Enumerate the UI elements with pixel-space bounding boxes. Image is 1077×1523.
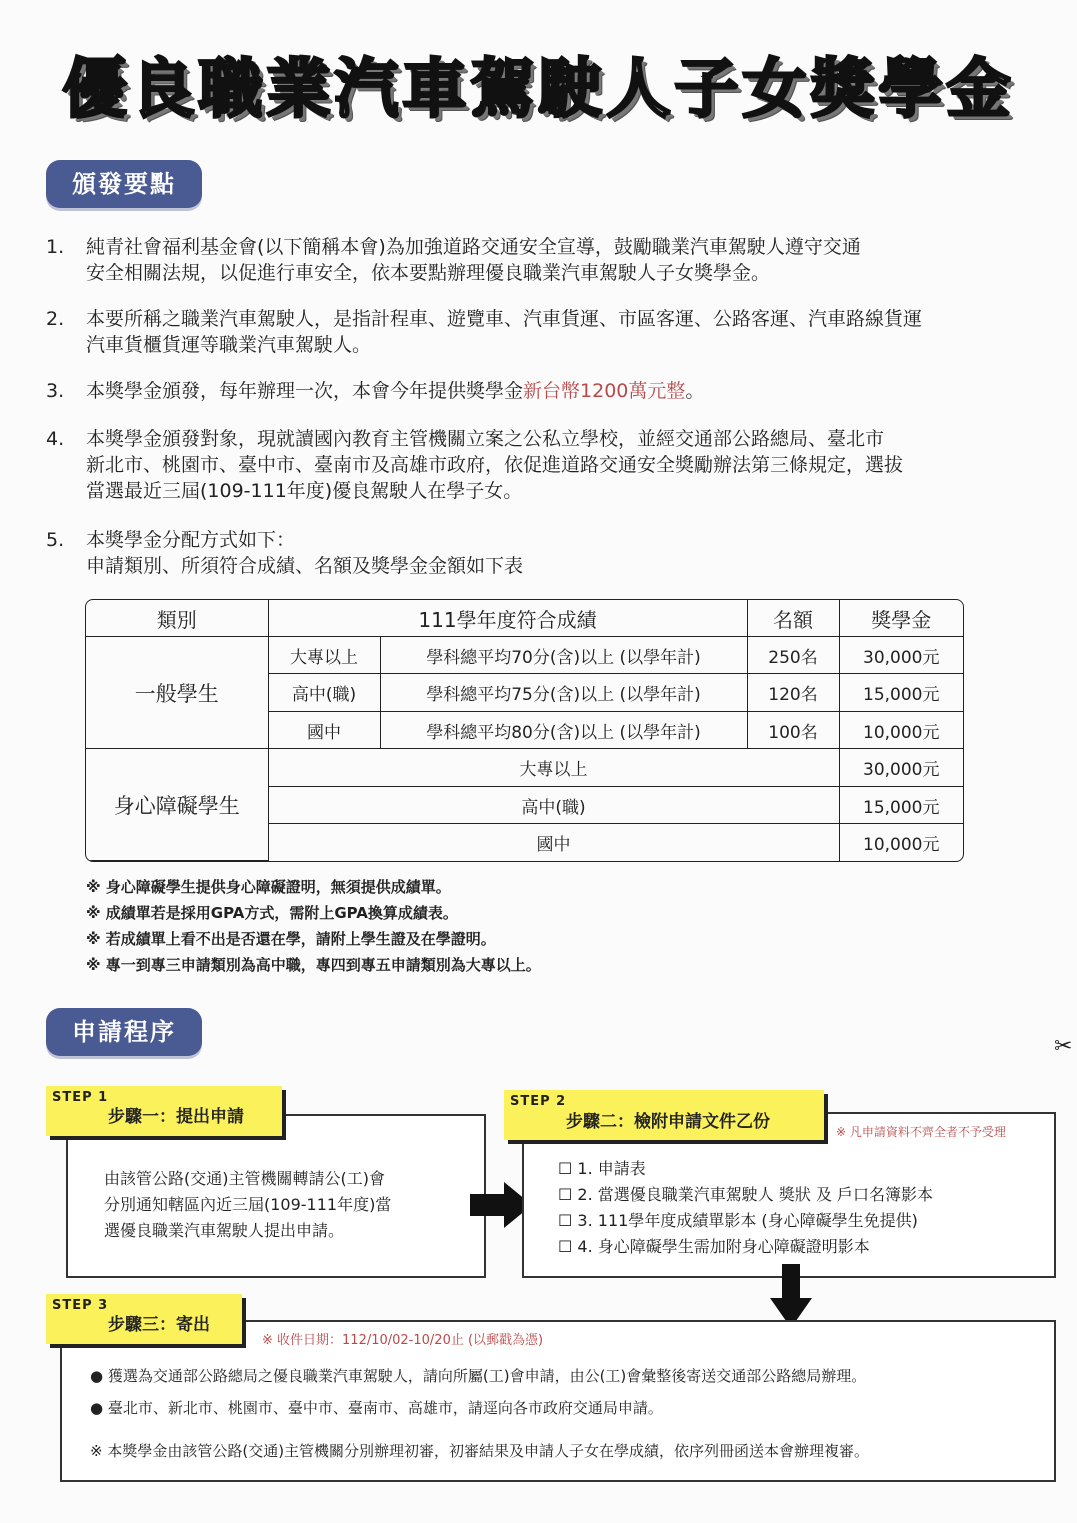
- point-text: 純青社會福利基金會(以下簡稱本會)為加強道路交通安全宣導，鼓勵職業汽車駕駛人遵守交通 安全相關法規，以促進行車安全，依本要點辦理優良職業汽車駕駛人子女獎學金。: [86, 236, 861, 284]
- table-notes: [86, 874, 541, 978]
- step3-title: 步驟三：寄出: [108, 1315, 210, 1335]
- point-5: [46, 527, 1056, 579]
- step3-box: [60, 1320, 1056, 1482]
- point-number: 2.: [46, 308, 65, 330]
- point-1: [46, 234, 1056, 286]
- checklist-item: ☐ 4. 身心障礙學生需加附身心障礙證明影本: [558, 1237, 870, 1256]
- header-quota: 名額: [747, 600, 839, 637]
- step3-note: ※ 收件日期：112/10/02-10/20止 (以郵戳為憑): [262, 1333, 544, 1348]
- section-label-guidelines: 頒發要點: [46, 160, 202, 208]
- level-cell: 國中: [268, 711, 380, 748]
- point-text: 本獎學金頒發對象，現就讀國內教育主管機關立案之公私立學校，並經交通部公路總局、臺北市 新北市、桃園市、臺中市、臺南市及高雄市政府，依促進道路交通安全獎勵辦法第三條規定，選拔 當選最近三屆(109-111年度)優良駕駛人在學子女。: [86, 428, 904, 502]
- point-number: 1.: [46, 236, 65, 258]
- note-item: ※ 若成績單上看不出是否還在學，請附上學生證及在學證明。: [86, 930, 496, 948]
- bullet-item: ● 臺北市、新北市、桃園市、臺中市、臺南市、高雄市，請逕向各市政府交通局申請。: [90, 1399, 663, 1417]
- section-label-procedure: 申請程序: [46, 1008, 202, 1056]
- step2-number: STEP 2: [510, 1094, 567, 1109]
- level-cell: 大專以上: [268, 749, 839, 786]
- scholarship-table: [85, 599, 964, 862]
- quota-cell: 120名: [747, 674, 839, 711]
- category-disabled: 身心障礙學生: [86, 749, 268, 861]
- step3-footer: ※ 本獎學金由該管公路(交通)主管機關分別辦理初審，初審結果及申請人子女在學成績，依序列冊函送本會辦理複審。: [90, 1442, 870, 1460]
- level-cell: 國中: [268, 824, 839, 861]
- note-item: ※ 身心障礙學生提供身心障礙證明，無須提供成績單。: [86, 878, 451, 896]
- point-text: 本獎學金分配方式如下： 申請類別、所須符合成績、名額及獎學金金額如下表: [86, 529, 524, 577]
- header-requirement: 111學年度符合成績: [268, 600, 747, 637]
- amount-cell: 15,000元: [839, 674, 963, 711]
- bullet-item: ● 獲選為交通部公路總局之優良職業汽車駕駛人，請向所屬(工)會申請，由公(工)會彙整後寄送交通部公路總局辦理。: [90, 1367, 867, 1385]
- note-item: ※ 專一到專三申請類別為高中職，專四到專五申請類別為大專以上。: [86, 956, 541, 974]
- requirement-cell: 學科總平均70分(含)以上 (以學年計): [380, 637, 747, 674]
- point-text: 本要所稱之職業汽車駕駛人，是指計程車、遊覽車、汽車貨運、市區客運、公路客運、汽車路線貨運 汽車貨櫃貨運等職業汽車駕駛人。: [86, 308, 923, 356]
- step1-body: 由該管公路(交通)主管機關轉請公(工)會 分別通知轄區內近三屆(109-111年度)當 選優良職業汽車駕駛人提出申請。: [104, 1169, 392, 1240]
- level-cell: 高中(職): [268, 786, 839, 823]
- requirement-cell: 學科總平均75分(含)以上 (以學年計): [380, 674, 747, 711]
- step1-number: STEP 1: [52, 1090, 109, 1105]
- point-text: [86, 378, 1056, 404]
- checklist-item: ☐ 3. 111學年度成績單影本 (身心障礙學生免提供): [558, 1211, 918, 1230]
- point-3: [46, 378, 1056, 404]
- header-amount: 獎學金: [839, 600, 963, 637]
- checklist-item: ☐ 1. 申請表: [558, 1159, 646, 1178]
- amount-cell: 10,000元: [839, 711, 963, 748]
- point-number: 4.: [46, 428, 65, 450]
- step3-number: STEP 3: [52, 1298, 109, 1313]
- note-item: ※ 成績單若是採用GPA方式，需附上GPA換算成績表。: [86, 904, 458, 922]
- scissors-icon: ✂: [1054, 1034, 1073, 1059]
- amount-cell: 30,000元: [839, 637, 963, 674]
- point-2: [46, 306, 1056, 358]
- amount-cell: 10,000元: [839, 824, 963, 861]
- point-4: [46, 426, 1056, 504]
- step1-title: 步驟一：提出申請: [108, 1107, 244, 1127]
- step1-box: [66, 1114, 486, 1278]
- step2-tag: [504, 1090, 824, 1140]
- level-cell: 大專以上: [268, 637, 380, 674]
- level-cell: 高中(職): [268, 674, 380, 711]
- step2-note: ※ 凡申請資料不齊全者不予受理: [836, 1125, 1006, 1139]
- point-text-after: 。: [685, 380, 705, 402]
- quota-cell: 250名: [747, 637, 839, 674]
- quota-cell: 100名: [747, 711, 839, 748]
- step2-title: 步驟二：檢附申請文件乙份: [566, 1112, 770, 1132]
- point-text-before: 本獎學金頒發，每年辦理一次，本會今年提供獎學金: [86, 380, 524, 402]
- amount-highlight: 新台幣1200萬元整: [523, 380, 686, 402]
- step2-checklist: [558, 1156, 933, 1260]
- step3-bullets: [90, 1360, 866, 1424]
- point-number: 5.: [46, 529, 65, 551]
- amount-cell: 15,000元: [839, 786, 963, 823]
- amount-cell: 30,000元: [839, 749, 963, 786]
- category-general: 一般學生: [86, 637, 268, 749]
- step1-tag: [46, 1086, 282, 1136]
- checklist-item: ☐ 2. 當選優良職業汽車駕駛人 獎狀 及 戶口名簿影本: [558, 1185, 934, 1204]
- page-title: 優良職業汽車駕駛人子女獎學金: [62, 53, 1015, 127]
- point-number: 3.: [46, 380, 65, 402]
- requirement-cell: 學科總平均80分(含)以上 (以學年計): [380, 711, 747, 748]
- header-category: 類別: [86, 600, 268, 637]
- step3-tag: [46, 1294, 242, 1344]
